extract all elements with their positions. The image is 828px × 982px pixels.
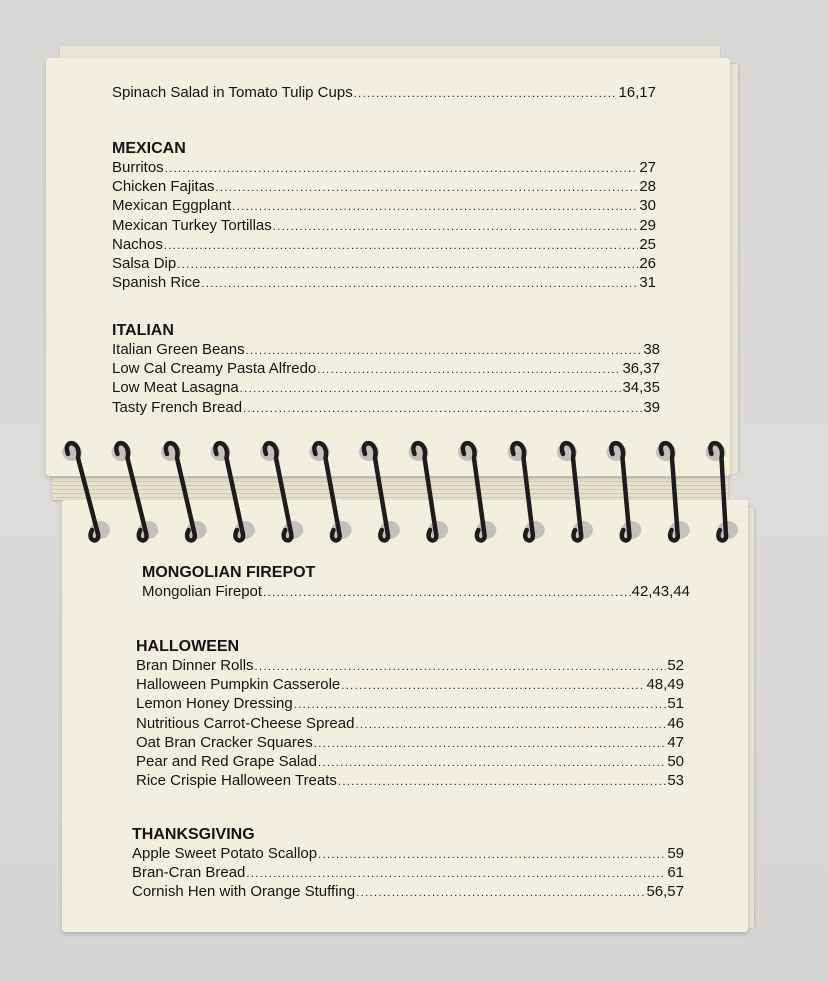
section-heading: ITALIAN	[112, 322, 174, 339]
entry-pages: 16,17	[618, 84, 656, 101]
entry-pages: 56,57	[646, 883, 684, 901]
entry-pages: 46	[667, 714, 684, 732]
section-heading: THANKSGIVING	[132, 826, 255, 843]
entry-name: Nutritious Carrot-Cheese Spread	[136, 714, 355, 732]
entry-name: Nachos	[112, 235, 163, 253]
entry-pages: 34,35	[622, 379, 660, 397]
entry-name: Pear and Red Grape Salad	[136, 753, 317, 771]
entry-name: Apple Sweet Potato Scallop	[132, 845, 318, 862]
entry-name: Low Cal Creamy Pasta Alfredo	[112, 360, 317, 378]
entry-pages: 29	[639, 216, 656, 234]
entry-pages: 51	[667, 695, 684, 713]
section-heading: HALLOWEEN	[136, 638, 240, 655]
entry-name: Tasty French Bread	[112, 398, 243, 416]
entry-name: Salsa Dip	[112, 255, 177, 273]
entry-name: Spanish Rice	[112, 274, 201, 292]
entry-name: Burritos	[112, 159, 164, 176]
entry-pages: 39	[643, 398, 660, 416]
entry-pages: 38	[643, 341, 660, 358]
entry-name: Italian Green Beans	[112, 341, 245, 358]
entry-pages: 31	[639, 274, 656, 292]
entry-name: Lemon Honey Dressing	[136, 695, 293, 713]
section-heading: MEXICAN	[112, 140, 186, 157]
entry-name: Spinach Salad in Tomato Tulip Cups	[112, 84, 353, 101]
entry-pages: 27	[639, 159, 656, 176]
entry-name: Mexican Turkey Tortillas	[112, 216, 272, 234]
entry-name: Bran Dinner Rolls	[136, 657, 254, 674]
entry-name: Oat Bran Cracker Squares	[136, 733, 313, 751]
entry-name: Mongolian Firepot	[142, 583, 263, 600]
entry-pages: 25	[639, 235, 656, 253]
entry-name: Halloween Pumpkin Casserole	[136, 676, 341, 694]
entry-pages: 48,49	[646, 676, 684, 694]
entry-pages: 47	[667, 733, 684, 751]
entry-pages: 52	[667, 657, 684, 674]
entry-name: Chicken Fajitas	[112, 178, 215, 196]
entry-pages: 59	[667, 845, 684, 862]
entry-name: Mexican Eggplant	[112, 197, 232, 215]
entry-pages: 42,43,44	[631, 583, 690, 600]
entry-name: Bran-Cran Bread	[132, 864, 246, 882]
entry-pages: 36,37	[622, 360, 660, 378]
entry-pages: 28	[639, 178, 656, 196]
entry-pages: 50	[667, 753, 684, 771]
entry-pages: 53	[667, 772, 684, 790]
entry-name: Low Meat Lasagna	[112, 379, 239, 397]
entry-name: Rice Crispie Halloween Treats	[136, 772, 337, 790]
entry-pages: 30	[639, 197, 656, 215]
entry-name: Cornish Hen with Orange Stuffing	[132, 883, 356, 901]
section-heading: MONGOLIAN FIREPOT	[142, 564, 316, 581]
entry-pages: 61	[667, 864, 684, 882]
entry-pages: 26	[639, 255, 656, 273]
